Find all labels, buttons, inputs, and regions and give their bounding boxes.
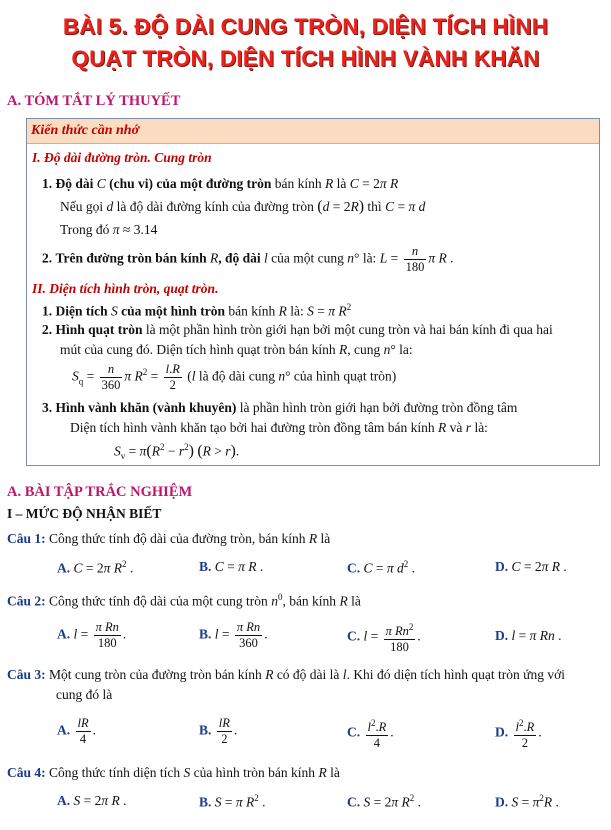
section-theory-heading: A. TÓM TẮT LÝ THUYẾT [7, 93, 181, 109]
option-b[interactable]: B. l = $\frac{\text{π Rn}}{360}$ . [199, 620, 268, 650]
option-b[interactable]: B. $\frac{lR}{2}$ . [199, 716, 238, 746]
item4: 2. Hình quạt tròn là một phần hình tròn giới hạn bởi một cung tròn và hai bán kính đi qua hai [42, 322, 553, 337]
option-a[interactable]: A. S = 2π R . [57, 793, 127, 808]
question-2: Câu 2: Công thức tính độ dài của một cung tròn $n^0$, bán kính R là [7, 592, 361, 609]
option-a[interactable]: A. l = $\frac{\text{π Rn}}{180}$ . [57, 620, 127, 650]
option-d[interactable]: D. $S = \pi^2R$ . [495, 793, 559, 810]
part1-title: I. Độ dài đường tròn. Cung tròn [32, 150, 212, 165]
item4-line2: mút của cung đó. Diện tích hình quạt tròn bán kính R, cung n° la: [60, 342, 413, 357]
option-b[interactable]: B. C = π R . [199, 559, 264, 574]
item1c: Trong đó π ≈ 3.14 [60, 222, 158, 237]
item1b: Nếu gọi d là độ dài đường kính của đường tròn (d = 2R) thì C = π d [60, 198, 426, 215]
item3: 1. Diện tích S của một hình tròn bán kính R là: S = π $R^2$ [42, 302, 352, 319]
option-d[interactable]: D. l = π Rn . [495, 628, 562, 643]
page-title-line2: QUẠT TRÒN, DIỆN TÍCH HÌNH VÀNH KHĂN [71, 46, 540, 71]
question-3-line2: cung đó là [56, 687, 113, 702]
question-1: Câu 1: Công thức tính độ dài của đường tròn, bán kính R là [7, 531, 331, 546]
section-quiz-heading: A. BÀI TẬP TRẮC NGHIỆM [7, 484, 193, 500]
item5-line2: Diện tích hình vành khăn tạo bởi hai đường tròn đồng tâm bán kính R và r là: [70, 420, 488, 435]
item5: 3. Hình vành khăn (vành khuyên) là phần hình tròn giới hạn bởi đường tròn đồng tâm [42, 400, 518, 415]
level-heading: I – MỨC ĐỘ NHẬN BIẾT [7, 506, 162, 521]
question-4: Câu 4: Công thức tính diện tích S của hình tròn bán kính R là [7, 765, 340, 780]
option-c[interactable]: C. S = 2π $R^2$ . [347, 793, 422, 810]
item5-formula: $S_v = \pi(R^2 - r^2) (R > r)$. [114, 442, 240, 462]
option-c[interactable]: C. l = $\frac{\pi Rn^2}{180}$ . [347, 622, 421, 655]
option-a[interactable]: A. C = 2π $R^2$ . [57, 559, 134, 576]
item1: 1. Độ dài C (chu vi) của một đường tròn bán kính R là C = 2π R [42, 176, 399, 191]
option-d[interactable]: D. C = 2π R . [495, 559, 567, 574]
item2: 2. Trên đường tròn bán kính R, độ dài l của một cung n° là: L = $\frac{n}{180}$ π R . [42, 244, 454, 274]
option-b[interactable]: B. S = π $R^2$ . [199, 793, 266, 810]
option-c[interactable]: C. C = π $d^2$ . [347, 559, 416, 576]
item4-formula: $S_q$ = $\frac{n}{360}$ π $R^2$ = $\frac{l.R}{2}$ (l là độ dài cung n° của hình quạt tròn) [72, 362, 397, 392]
option-c[interactable]: C. $\frac{l^2.R}{4}$ . [347, 718, 394, 751]
part2-title: II. Diện tích hình tròn, quạt tròn. [32, 281, 219, 296]
option-d[interactable]: D. $\frac{l^2.R}{2}$ . [495, 718, 542, 751]
knowledge-box-header: Kiến thức cần nhớ [27, 119, 599, 144]
page-title-line1: BÀI 5. ĐỘ DÀI CUNG TRÒN, DIỆN TÍCH HÌNH [62, 14, 549, 39]
question-3: Câu 3: Một cung tròn của đường tròn bán kính R có độ dài là l. Khi đó diện tích hình quạt tròn ứng với [7, 667, 565, 682]
option-a[interactable]: A. $\frac{lR}{4}$ . [57, 716, 96, 746]
